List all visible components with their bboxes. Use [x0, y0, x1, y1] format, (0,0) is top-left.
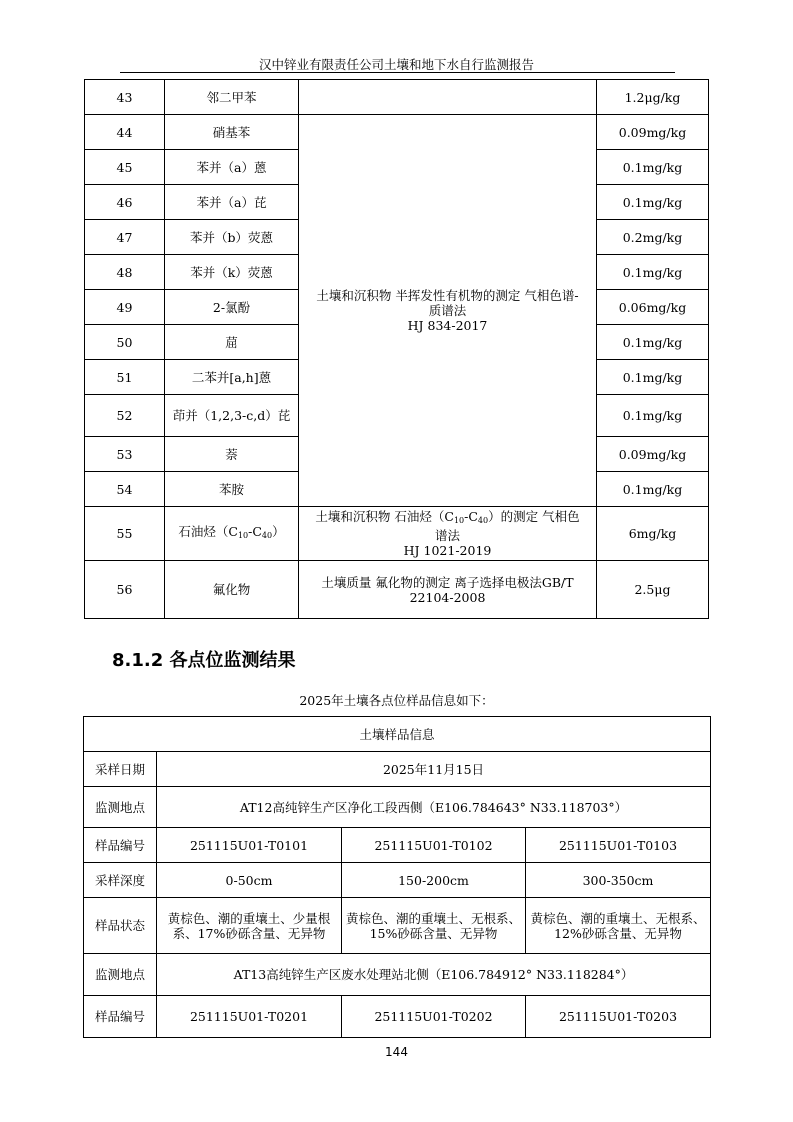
- page-number: 144: [385, 1045, 408, 1059]
- header-divider: [120, 72, 675, 73]
- sample-id: 251115U01-T0103: [526, 828, 711, 863]
- sample-depth: 300-350cm: [526, 863, 711, 898]
- detection-limit: 2.5μg: [597, 561, 709, 619]
- sample-state: 黄棕色、潮的重壤土、少量根系、17%砂砾含量、无异物: [157, 898, 342, 954]
- detection-limit: 0.1mg/kg: [597, 255, 709, 290]
- table-row: [85, 561, 709, 619]
- row-label: 样品状态: [84, 898, 157, 954]
- analyte-name: 苯并（a）蒽: [165, 150, 299, 185]
- detection-limit: 0.1mg/kg: [597, 360, 709, 395]
- table-row: [85, 80, 709, 115]
- table-row: [84, 863, 711, 898]
- table-row: [84, 954, 711, 996]
- table-row: [85, 507, 709, 561]
- table-row: [84, 717, 711, 752]
- monitoring-location: AT13高纯锌生产区废水处理站北侧（E106.784912° N33.118284°）: [157, 954, 711, 996]
- row-number: 50: [85, 325, 165, 360]
- method-fluoride: [299, 561, 597, 619]
- detection-limit: 0.1mg/kg: [597, 395, 709, 437]
- row-number: 48: [85, 255, 165, 290]
- detection-limit: 0.09mg/kg: [597, 437, 709, 472]
- table-row: [84, 752, 711, 787]
- row-label: 样品编号: [84, 828, 157, 863]
- analyte-name: 茚并（1,2,3-c,d）芘: [165, 395, 299, 437]
- method-cell-empty: [299, 80, 597, 115]
- method-petroleum-standard: HJ 1021-2019: [403, 543, 492, 558]
- table-row: [84, 828, 711, 863]
- detection-limit: 6mg/kg: [597, 507, 709, 561]
- method-petroleum: [299, 507, 597, 561]
- method-table: [84, 79, 709, 619]
- analyte-name: 䓛: [165, 325, 299, 360]
- analyte-name: 苯并（b）荧蒽: [165, 220, 299, 255]
- row-label: 样品编号: [84, 996, 157, 1038]
- row-number: 51: [85, 360, 165, 395]
- method-svoc: [299, 115, 597, 507]
- method-fluoride-line1: 土壤质量 氟化物的测定 离子选择电极法GB/T: [321, 574, 574, 590]
- detection-limit: 0.06mg/kg: [597, 290, 709, 325]
- method-petroleum-line2: 谱法: [434, 528, 460, 543]
- sample-id: 251115U01-T0102: [342, 828, 526, 863]
- table-row: [84, 898, 711, 954]
- row-label: 采样深度: [84, 863, 157, 898]
- detection-limit: 1.2μg/kg: [597, 80, 709, 115]
- analyte-name: 二苯并[a,h]蒽: [165, 360, 299, 395]
- sample-depth: 150-200cm: [342, 863, 526, 898]
- detection-limit: 0.1mg/kg: [597, 472, 709, 507]
- sample-id: 251115U01-T0101: [157, 828, 342, 863]
- analyte-name: 2-氯酚: [165, 290, 299, 325]
- row-number: 56: [85, 561, 165, 619]
- detection-limit: 0.1mg/kg: [597, 150, 709, 185]
- monitoring-location: AT12高纯锌生产区净化工段西侧（E106.784643° N33.118703°）: [157, 787, 711, 828]
- detection-limit: 0.09mg/kg: [597, 115, 709, 150]
- analyte-name: 硝基苯: [165, 115, 299, 150]
- sampling-date: 2025年11月15日: [157, 752, 711, 787]
- sample-info-table: [83, 716, 711, 1038]
- analyte-name: 苯并（a）芘: [165, 185, 299, 220]
- row-number: 55: [85, 507, 165, 561]
- table-row: [84, 787, 711, 828]
- table-row: [85, 115, 709, 150]
- analyte-name: 邻二甲苯: [165, 80, 299, 115]
- method-fluoride-line2: 22104-2008: [409, 589, 486, 605]
- sample-state: 黄棕色、潮的重壤土、无根系、15%砂砾含量、无异物: [342, 898, 526, 954]
- sample-state: 黄棕色、潮的重壤土、无根系、12%砂砾含量、无异物: [526, 898, 711, 954]
- row-label: 采样日期: [84, 752, 157, 787]
- method-svoc-line1: 土壤和沉积物 半挥发性有机物的测定 气相色谱-: [316, 288, 579, 303]
- method-petroleum-line1: 土壤和沉积物 石油烃$(C_{10}-C_{40})$的测定 气相色: [315, 509, 580, 525]
- row-number: 43: [85, 80, 165, 115]
- row-label: 监测地点: [84, 954, 157, 996]
- detection-limit: 0.2mg/kg: [597, 220, 709, 255]
- row-number: 45: [85, 150, 165, 185]
- method-svoc-standard: HJ 834-2017: [407, 318, 488, 333]
- sample-id: 251115U01-T0203: [526, 996, 711, 1038]
- sample-id: 251115U01-T0201: [157, 996, 342, 1038]
- method-svoc-line2: 质谱法: [428, 303, 467, 318]
- detection-limit: 0.1mg/kg: [597, 325, 709, 360]
- table-row: [84, 996, 711, 1038]
- page-header: 汉中锌业有限责任公司土壤和地下水自行监测报告: [258, 57, 534, 72]
- row-number: 44: [85, 115, 165, 150]
- row-number: 46: [85, 185, 165, 220]
- table-caption: 2025年土壤各点位样品信息如下：: [299, 693, 494, 708]
- row-label: 监测地点: [84, 787, 157, 828]
- analyte-name: 萘: [165, 437, 299, 472]
- detection-limit: 0.1mg/kg: [597, 185, 709, 220]
- row-number: 47: [85, 220, 165, 255]
- analyte-name: 氟化物: [165, 561, 299, 619]
- sample-id: 251115U01-T0202: [342, 996, 526, 1038]
- sample-depth: 0-50cm: [157, 863, 342, 898]
- row-number: 54: [85, 472, 165, 507]
- sample-table-title: 土壤样品信息: [84, 717, 711, 752]
- row-number: 49: [85, 290, 165, 325]
- row-number: 53: [85, 437, 165, 472]
- analyte-name: 苯并（k）荧蒽: [165, 255, 299, 290]
- section-title: 8.1.2 各点位监测结果: [112, 650, 296, 671]
- analyte-name: 石油烃$(C_{10}-C_{40})$: [165, 507, 299, 561]
- analyte-name: 苯胺: [165, 472, 299, 507]
- row-number: 52: [85, 395, 165, 437]
